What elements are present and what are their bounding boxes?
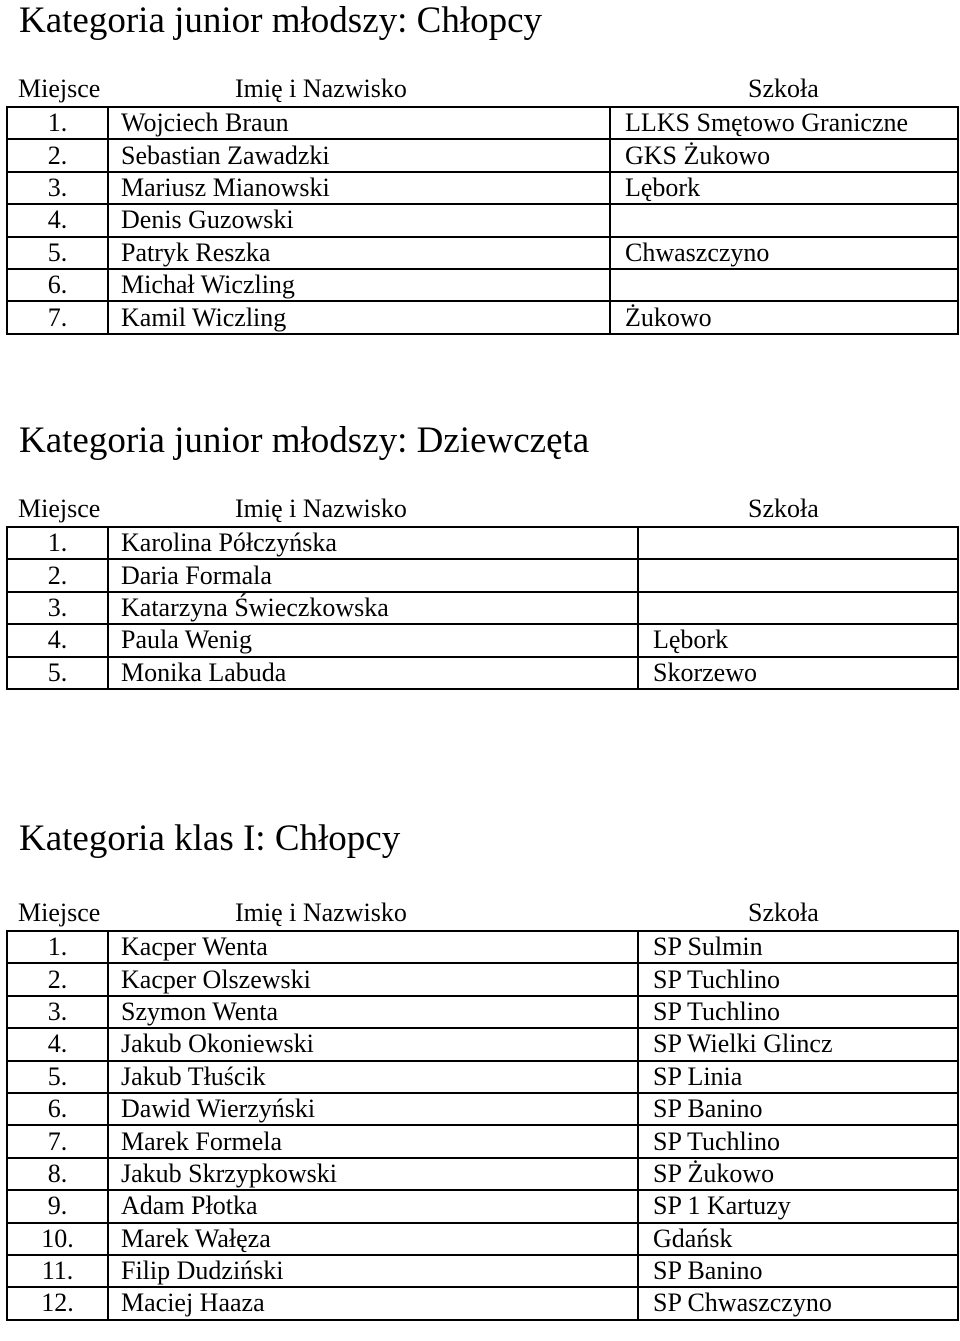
school-cell: SP Linia (638, 1061, 958, 1093)
place-cell: 5. (7, 657, 108, 689)
table-row (7, 1287, 958, 1319)
school-cell: SP Banino (638, 1093, 958, 1125)
place-cell: 9. (7, 1190, 108, 1222)
place-cell: 3. (7, 592, 108, 624)
school-cell: Lębork (610, 172, 958, 204)
name-cell: Kamil Wiczling (108, 301, 610, 333)
header-place: Miejsce (18, 898, 101, 927)
table-row (7, 1223, 958, 1255)
table-row (7, 527, 958, 559)
place-cell: 2. (7, 559, 108, 591)
table-row (7, 1061, 958, 1093)
table-row (7, 1093, 958, 1125)
column-headers (6, 896, 957, 930)
table-row (7, 996, 958, 1028)
school-cell: Lębork (638, 624, 958, 656)
place-cell: 4. (7, 624, 108, 656)
school-cell: SP Tuchlino (638, 963, 958, 995)
place-cell: 2. (7, 139, 108, 171)
place-cell: 11. (7, 1255, 108, 1287)
name-cell: Michał Wiczling (108, 269, 610, 301)
name-cell: Kacper Olszewski (108, 963, 638, 995)
name-cell: Daria Formala (108, 559, 638, 591)
table-row (7, 269, 958, 301)
school-cell: SP Sulmin (638, 931, 958, 963)
name-cell: Jakub Skrzypkowski (108, 1158, 638, 1190)
table-row (7, 204, 958, 236)
place-cell: 3. (7, 172, 108, 204)
header-place: Miejsce (18, 494, 101, 523)
header-school: Szkoła (748, 494, 819, 523)
column-headers (6, 492, 957, 526)
place-cell: 6. (7, 269, 108, 301)
table-row (7, 592, 958, 624)
school-cell: SP Chwaszczyno (638, 1287, 958, 1319)
school-cell: SP Banino (638, 1255, 958, 1287)
school-cell: GKS Żukowo (610, 139, 958, 171)
name-cell: Filip Dudziński (108, 1255, 638, 1287)
school-cell: SP Żukowo (638, 1158, 958, 1190)
section-title: Kategoria junior młodszy: Chłopcy (19, 0, 543, 41)
name-cell: Marek Wałęza (108, 1223, 638, 1255)
school-cell: Żukowo (610, 301, 958, 333)
name-cell: Mariusz Mianowski (108, 172, 610, 204)
place-cell: 1. (7, 527, 108, 559)
place-cell: 6. (7, 1093, 108, 1125)
school-cell (610, 269, 958, 301)
name-cell: Szymon Wenta (108, 996, 638, 1028)
name-cell: Maciej Haaza (108, 1287, 638, 1319)
section-title: Kategoria junior młodszy: Dziewczęta (19, 420, 590, 461)
header-school: Szkoła (748, 898, 819, 927)
section-junior-girls (6, 420, 957, 690)
place-cell: 1. (7, 931, 108, 963)
place-cell: 7. (7, 301, 108, 333)
school-cell (638, 527, 958, 559)
place-cell: 7. (7, 1125, 108, 1157)
place-cell: 3. (7, 996, 108, 1028)
name-cell: Adam Płotka (108, 1190, 638, 1222)
table-row (7, 1158, 958, 1190)
header-name: Imię i Nazwisko (235, 898, 407, 927)
table-row (7, 107, 958, 139)
place-cell: 12. (7, 1287, 108, 1319)
table-row (7, 1125, 958, 1157)
section-junior-boys (6, 0, 957, 335)
header-school: Szkoła (748, 74, 819, 103)
table-row (7, 931, 958, 963)
header-name: Imię i Nazwisko (235, 494, 407, 523)
name-cell: Dawid Wierzyński (108, 1093, 638, 1125)
school-cell: SP Wielki Glincz (638, 1028, 958, 1060)
name-cell: Jakub Tłuścik (108, 1061, 638, 1093)
table-row (7, 963, 958, 995)
column-headers (6, 72, 957, 106)
name-cell: Patryk Reszka (108, 237, 610, 269)
table-row (7, 301, 958, 333)
school-cell: Chwaszczyno (610, 237, 958, 269)
school-cell: Skorzewo (638, 657, 958, 689)
section-title: Kategoria klas I: Chłopcy (19, 818, 401, 859)
name-cell: Katarzyna Świeczkowska (108, 592, 638, 624)
place-cell: 8. (7, 1158, 108, 1190)
school-cell (638, 592, 958, 624)
header-place: Miejsce (18, 74, 101, 103)
school-cell (638, 559, 958, 591)
school-cell: SP Tuchlino (638, 996, 958, 1028)
place-cell: 4. (7, 1028, 108, 1060)
table-row (7, 657, 958, 689)
place-cell: 10. (7, 1223, 108, 1255)
name-cell: Paula Wenig (108, 624, 638, 656)
results-table (6, 526, 959, 690)
table-row (7, 139, 958, 171)
school-cell: SP Tuchlino (638, 1125, 958, 1157)
school-cell: SP 1 Kartuzy (638, 1190, 958, 1222)
place-cell: 5. (7, 237, 108, 269)
name-cell: Denis Guzowski (108, 204, 610, 236)
results-table (6, 106, 959, 335)
place-cell: 2. (7, 963, 108, 995)
table-row (7, 237, 958, 269)
school-cell: LLKS Smętowo Graniczne (610, 107, 958, 139)
table-row (7, 559, 958, 591)
school-cell (610, 204, 958, 236)
name-cell: Karolina Półczyńska (108, 527, 638, 559)
table-row (7, 1028, 958, 1060)
section-class-one-boys (6, 818, 957, 1321)
name-cell: Sebastian Zawadzki (108, 139, 610, 171)
name-cell: Marek Formela (108, 1125, 638, 1157)
name-cell: Kacper Wenta (108, 931, 638, 963)
place-cell: 5. (7, 1061, 108, 1093)
table-row (7, 1255, 958, 1287)
results-table (6, 930, 959, 1321)
table-row (7, 172, 958, 204)
table-row (7, 1190, 958, 1222)
place-cell: 1. (7, 107, 108, 139)
school-cell: Gdańsk (638, 1223, 958, 1255)
header-name: Imię i Nazwisko (235, 74, 407, 103)
name-cell: Jakub Okoniewski (108, 1028, 638, 1060)
name-cell: Wojciech Braun (108, 107, 610, 139)
table-row (7, 624, 958, 656)
name-cell: Monika Labuda (108, 657, 638, 689)
place-cell: 4. (7, 204, 108, 236)
